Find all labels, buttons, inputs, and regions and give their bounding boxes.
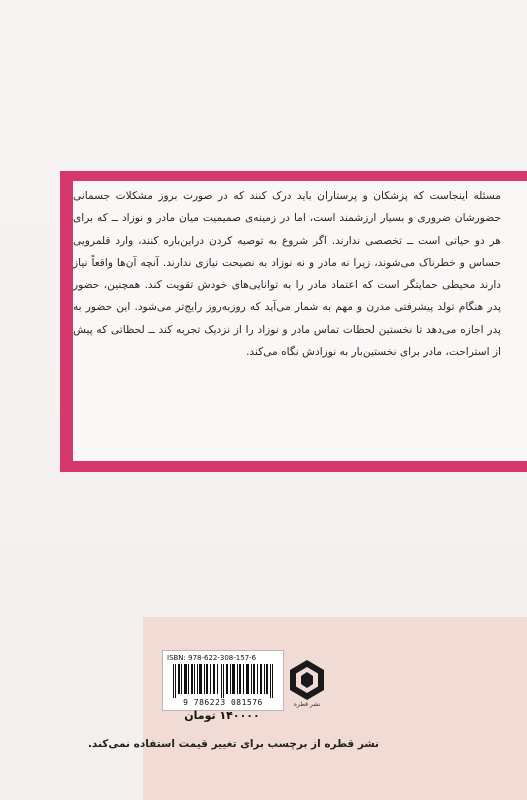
- price-label: ۱۴۰۰۰۰ تومان: [184, 709, 260, 722]
- barcode-icon: [173, 664, 273, 698]
- publisher-logo-text: نشر قطره: [293, 701, 321, 708]
- barcode-box: [162, 650, 284, 711]
- publisher-logo-icon: [287, 658, 327, 702]
- isbn-label: ISBN: 978-622-308-157-6: [167, 654, 257, 662]
- barcode-digits: 9 786223 081576: [183, 698, 263, 707]
- price-note: نشر قطره از برچسب برای تغییر قیمت استفاده نمی‌کند.: [87, 738, 379, 750]
- blurb-text: مسئله اینجاست که پزشکان و پرستاران باید درک کنند که در صورت بروز مشکلات جسمانی حضورشان ضروری و بسیار ارزشمند است، اما در زمینه‌ی صمیمیت میان مادر و نوزاد ــ که برای هر دو حیاتی است ــ تخصصی ندارند. اگر شروع به توصیه کردن دراین‌باره کنند، وارد قلمرویی حساس و خطرناک می‌شوند، زیرا نه مادر و نه نوزاد به نصیحت نیازی ندارند. آنچه آن‌ها واقعاً نیاز دارند محیطی حمایتگر است که اعتماد مادر را به توانایی‌های خودش تقویت کند. همچنین، حضور پدر هنگام تولد پیشرفتی مدرن و مهم به شمار می‌آید که روزبه‌روز رایج‌تر می‌شود. این حضور به پدر اجازه می‌دهد تا نخستین لحظات تماس مادر و نوزاد را از نزدیک تجربه کند ــ لحظاتی که پیش از استراحت، مادر برای نخستین‌بار به نوزادش نگاه می‌کند.: [73, 190, 501, 359]
